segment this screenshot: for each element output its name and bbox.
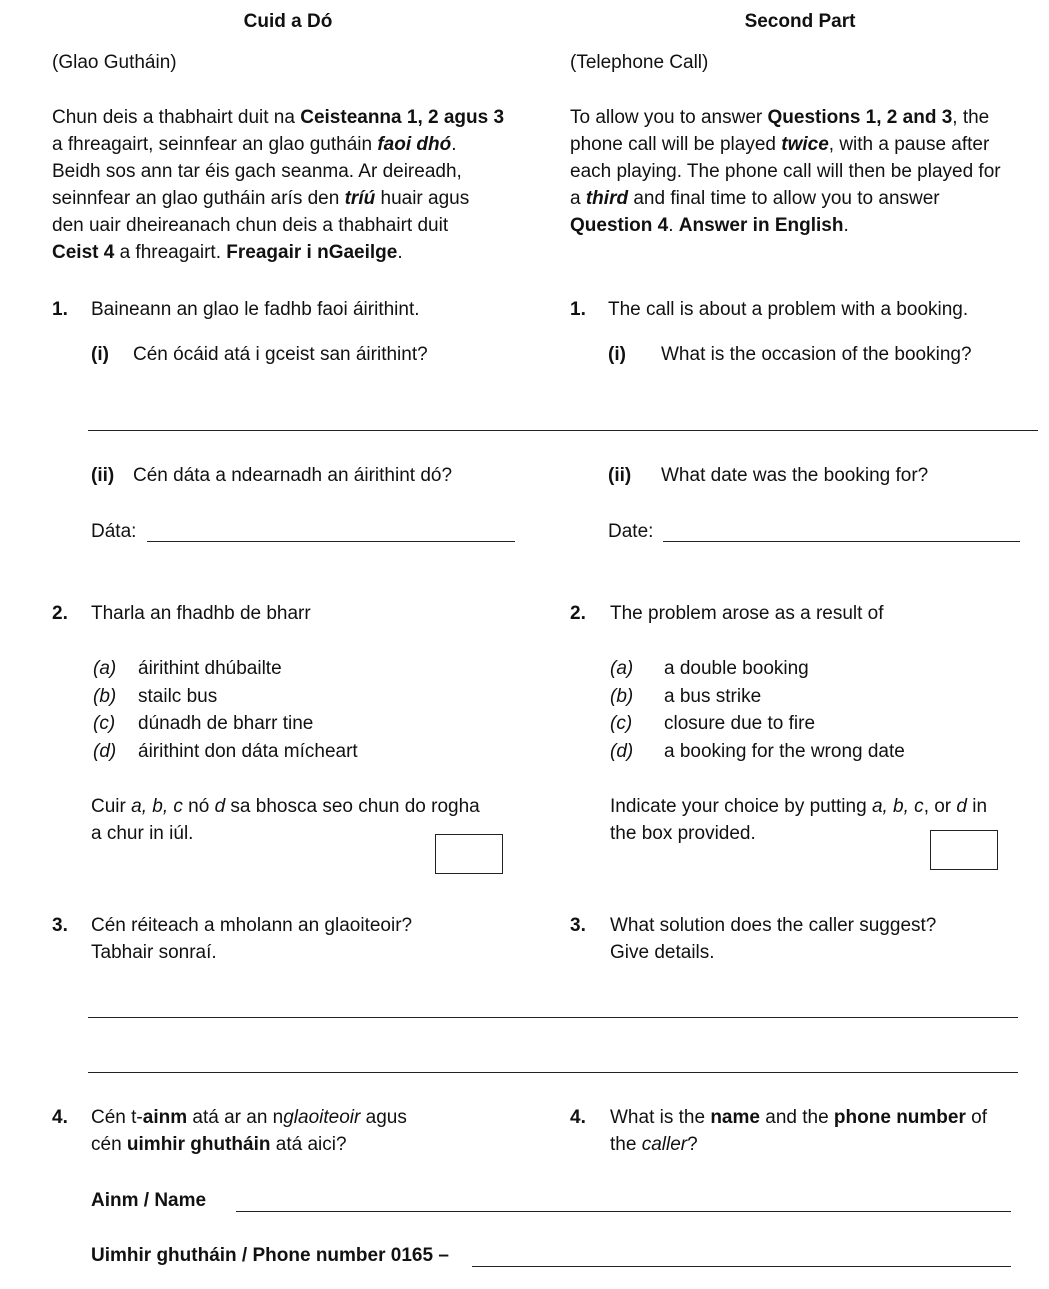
q2-option-b-english: a bus strike xyxy=(664,686,762,707)
q3-text-english: What solution does the caller suggest? Give details. xyxy=(610,915,937,963)
date-answer-line-irish[interactable] xyxy=(147,541,515,542)
q1ii-text-english: What date was the booking for? xyxy=(661,465,929,486)
q1-number-irish: 1. xyxy=(52,299,68,320)
q4-number-english: 4. xyxy=(570,1107,586,1128)
q1i-text-irish: Cén ócáid atá i gceist san áirithint? xyxy=(133,344,428,365)
q2-option-a-letter-english: (a) xyxy=(610,658,634,679)
q2-text-irish: Tharla an fhadhb de bharr xyxy=(91,603,311,624)
q1-number-english: 1. xyxy=(570,299,586,320)
q3-number-english: 3. xyxy=(570,915,586,936)
answer-box-irish[interactable] xyxy=(435,834,503,874)
answer-line-q3-2[interactable] xyxy=(88,1072,1018,1073)
q2-option-d-letter-english: (d) xyxy=(610,741,634,762)
part-title-english: Second Part xyxy=(744,11,856,32)
subtitle-irish: (Glao Gutháin) xyxy=(52,52,177,73)
q2-option-d-irish: áirithint don dáta mícheart xyxy=(138,741,358,762)
q4-number-irish: 4. xyxy=(52,1107,68,1128)
q2-option-b-letter-english: (b) xyxy=(610,686,634,707)
q1ii-number-english: (ii) xyxy=(608,465,632,486)
answer-line-q3-1[interactable] xyxy=(88,1017,1018,1018)
q2-option-b-irish: stailc bus xyxy=(138,686,218,707)
q2-option-a-english: a double booking xyxy=(664,658,809,679)
answer-line-q1i[interactable] xyxy=(88,430,1038,431)
intro-english: To allow you to answer Questions 1, 2 and 3, the phone call will be played twice, with a pause after each playing. The phone call will then be played for a third and final time to allow you to answer Question 4. Answer in English. xyxy=(570,107,1001,236)
q1i-text-english: What is the occasion of the booking? xyxy=(661,344,972,365)
q4-text-irish: Cén t-ainm atá ar an nglaoiteoir agus cén uimhir ghutháin atá aici? xyxy=(91,1107,407,1155)
q2-instruction-irish: Cuir a, b, c nó d sa bhosca seo chun do rogha a chur in iúl. xyxy=(91,796,480,844)
intro-irish: Chun deis a thabhairt duit na Ceisteanna 1, 2 agus 3 a fhreagairt, seinnfear an glao gutháin faoi dhó. Beidh sos ann tar éis gach seanma. Ar deireadh, seinnfear an glao gutháin arís den tríú huair agus den uair dheireanach chun deis a thabhairt duit Ceist 4 a fhreagairt. Freagair i nGaeilge. xyxy=(52,107,505,263)
q2-number-english: 2. xyxy=(570,603,586,624)
q2-option-a-letter-irish: (a) xyxy=(93,658,117,679)
q1ii-text-irish: Cén dáta a ndearnadh an áirithint dó? xyxy=(133,465,453,486)
name-answer-line[interactable] xyxy=(236,1211,1011,1212)
q4-text-english: What is the name and the phone number of the caller? xyxy=(610,1107,987,1155)
q2-option-b-letter-irish: (b) xyxy=(93,686,117,707)
answer-box-english[interactable] xyxy=(930,830,998,870)
q1-text-irish: Baineann an glao le fadhb faoi áirithint. xyxy=(91,299,420,320)
q2-option-c-english: closure due to fire xyxy=(664,713,816,734)
date-label-irish: Dáta: xyxy=(91,521,137,542)
name-label: Ainm / Name xyxy=(91,1190,207,1211)
phone-prefix: 0165 – xyxy=(390,1245,449,1266)
q1i-number-english: (i) xyxy=(608,344,626,365)
q2-option-c-irish: dúnadh de bharr tine xyxy=(138,713,314,734)
q3-number-irish: 3. xyxy=(52,915,68,936)
q3-text-irish: Cén réiteach a mholann an glaoiteoir? Tabhair sonraí. xyxy=(91,915,413,963)
q1i-number-irish: (i) xyxy=(91,344,109,365)
phone-answer-line[interactable] xyxy=(472,1266,1011,1267)
q2-option-c-letter-irish: (c) xyxy=(93,713,116,734)
q1ii-number-irish: (ii) xyxy=(91,465,115,486)
q2-option-c-letter-english: (c) xyxy=(610,713,633,734)
q2-text-english: The problem arose as a result of xyxy=(610,603,884,624)
phone-label: Uimhir ghutháin / Phone number 0165 – xyxy=(91,1245,449,1266)
q2-option-a-irish: áirithint dhúbailte xyxy=(138,658,282,679)
date-label-english: Date: xyxy=(608,521,654,542)
part-title-irish: Cuid a Dó xyxy=(243,11,333,32)
q2-option-d-english: a booking for the wrong date xyxy=(664,741,905,762)
q2-option-d-letter-irish: (d) xyxy=(93,741,117,762)
q2-number-irish: 2. xyxy=(52,603,68,624)
q1-text-english: The call is about a problem with a booking. xyxy=(608,299,969,320)
q2-instruction-english: Indicate your choice by putting a, b, c, or d in the box provided. xyxy=(610,796,988,844)
subtitle-english: (Telephone Call) xyxy=(570,52,709,73)
date-answer-line-english[interactable] xyxy=(663,541,1020,542)
